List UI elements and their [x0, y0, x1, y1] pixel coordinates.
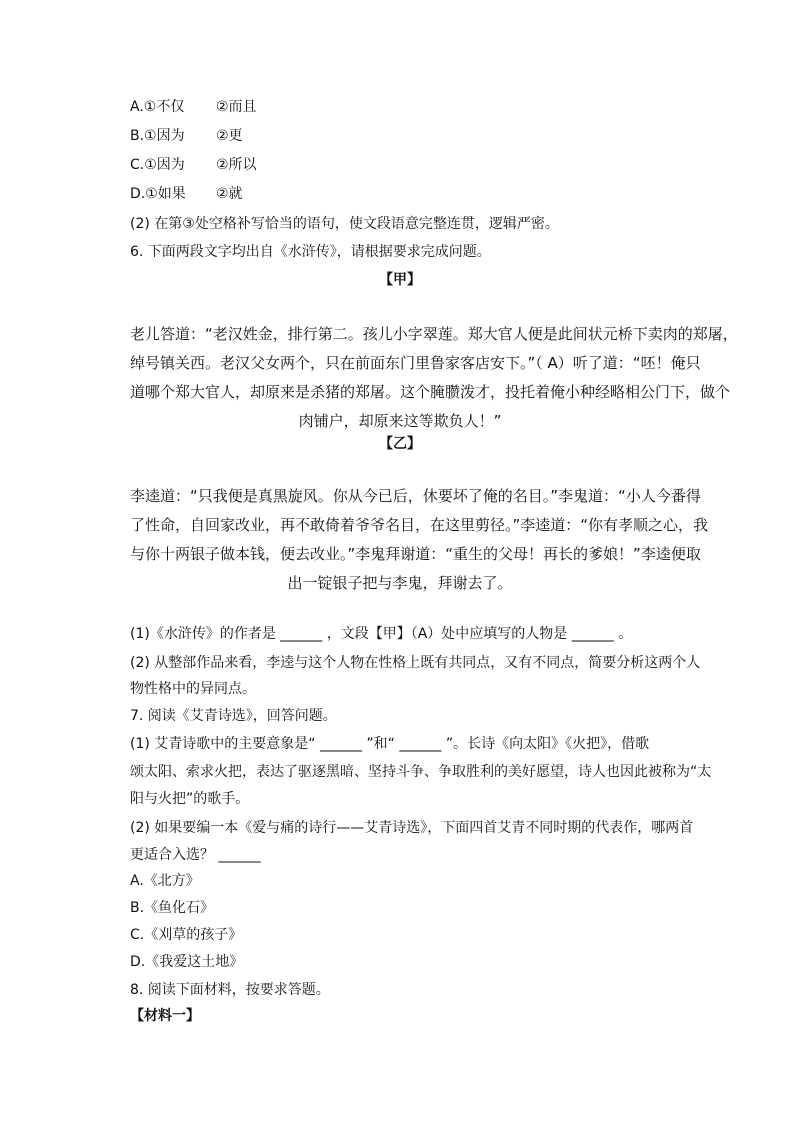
q7-option-d: D.《我爱这土地》	[130, 954, 244, 970]
q5-option-b-label: B.①因为	[130, 128, 185, 144]
q8-stem: 8. 阅读下面材料，按要求答题。	[130, 982, 330, 998]
q6-yi-passage	[130, 485, 709, 601]
q6-sub2-line-2: 物性格中的异同点。	[130, 681, 256, 697]
q6-jia-line-2: 绰号镇关西。老汉父女两个，只在前面东门里鲁家客店安下。”（ A）听了道：“呸！俺只	[130, 354, 701, 372]
q6-sub2-line-1: (2) 从整部作品来看，李逵与这个人物在性格上既有共同点，又有不同点，简要分析这两个人	[130, 655, 701, 671]
q6-yi-line-3: 与你十两银子做本钱，便去改业。”李鬼拜谢道：“重生的父母！再长的爹娘！”李逵便取	[130, 545, 701, 563]
q7-sub1-line-3: 阳与火把”的歌手。	[130, 791, 250, 807]
q6-yi-line-4: 出一锭银子把与李鬼，拜谢去了。	[287, 574, 513, 592]
q7-sub1-line-2: 颂太阳、索求火把，表达了驱逐黑暗、坚持斗争、争取胜利的美好愿望，诗人也因此被称为“太	[130, 764, 712, 780]
q5-option-c	[130, 155, 257, 175]
q6-jia-heading: 【甲】	[379, 272, 421, 288]
q6-yi-heading: 【乙】	[379, 436, 421, 452]
q6-jia-passage	[130, 323, 738, 439]
q7-sub2-line-1: (2) 如果要编一本《爱与痛的诗行——艾青诗选》，下面四首艾青不同时期的代表作，哪两首	[130, 820, 694, 836]
q6-jia-line-1: 老儿答道：“老汉姓金，排行第二。孩儿小字翠莲。郑大官人便是此间状元桥下卖肉的郑屠，	[130, 325, 738, 343]
q5-option-b	[130, 126, 243, 146]
q5-option-a-label: A.①不仅	[130, 99, 185, 115]
q5-option-b-second: ②更	[216, 128, 243, 144]
q5-option-d	[130, 184, 243, 204]
q5-option-a-second: ②而且	[216, 99, 257, 115]
q5-option-d-second: ②就	[216, 186, 243, 202]
q7-option-b: B.《鱼化石》	[130, 900, 215, 916]
q6-yi-line-2: 了性命，自回家改业，再不敢倚着爷爷名目，在这里剪径。”李逵道：“你有孝顺之心，我	[130, 516, 709, 534]
q7-sub1-line-1: (1) 艾青诗歌中的主要意象是“ ______ ”和“ ______ ”。长诗《向太阳》《火把》，借歌	[130, 736, 650, 752]
q5-sub2: (2) 在第③处空格补写恰当的语句，使文段语意完整连贯，逻辑严密。	[130, 216, 559, 232]
q7-option-c: C.《刈草的孩子》	[130, 927, 243, 943]
q6-sub1: (1)《水浒传》的作者是 ______ ，文段【甲】（A）处中应填写的人物是 ______ 。	[130, 626, 633, 642]
q7-stem: 7. 阅读《艾青诗选》，回答问题。	[130, 708, 337, 724]
q6-jia-line-4: 肉铺户，却原来这等欺负人！”	[298, 412, 502, 430]
q6-jia-line-3: 道哪个郑大官人，却原来是杀猪的郑屠。这个腌臜泼才，投托着俺小种经略相公门下，做个	[130, 383, 731, 401]
q7-option-a: A.《北方》	[130, 873, 200, 889]
q7-sub2-line-2: 更适合入选？ ______	[130, 847, 261, 863]
q5-option-c-label: C.①因为	[130, 157, 185, 173]
q6-yi-line-1: 李逵道：“只我便是真黑旋风。你从今已后，休要坏了俺的名目。”李鬼道：“小人今番得	[130, 487, 701, 505]
q8-material-heading: 【材料一】	[130, 1008, 200, 1024]
q5-option-a	[130, 97, 257, 117]
q6-stem: 6. 下面两段文字均出自《水浒传》，请根据要求完成问题。	[130, 244, 491, 260]
q5-option-c-second: ②所以	[216, 157, 257, 173]
q5-option-d-label: D.①如果	[130, 186, 186, 202]
